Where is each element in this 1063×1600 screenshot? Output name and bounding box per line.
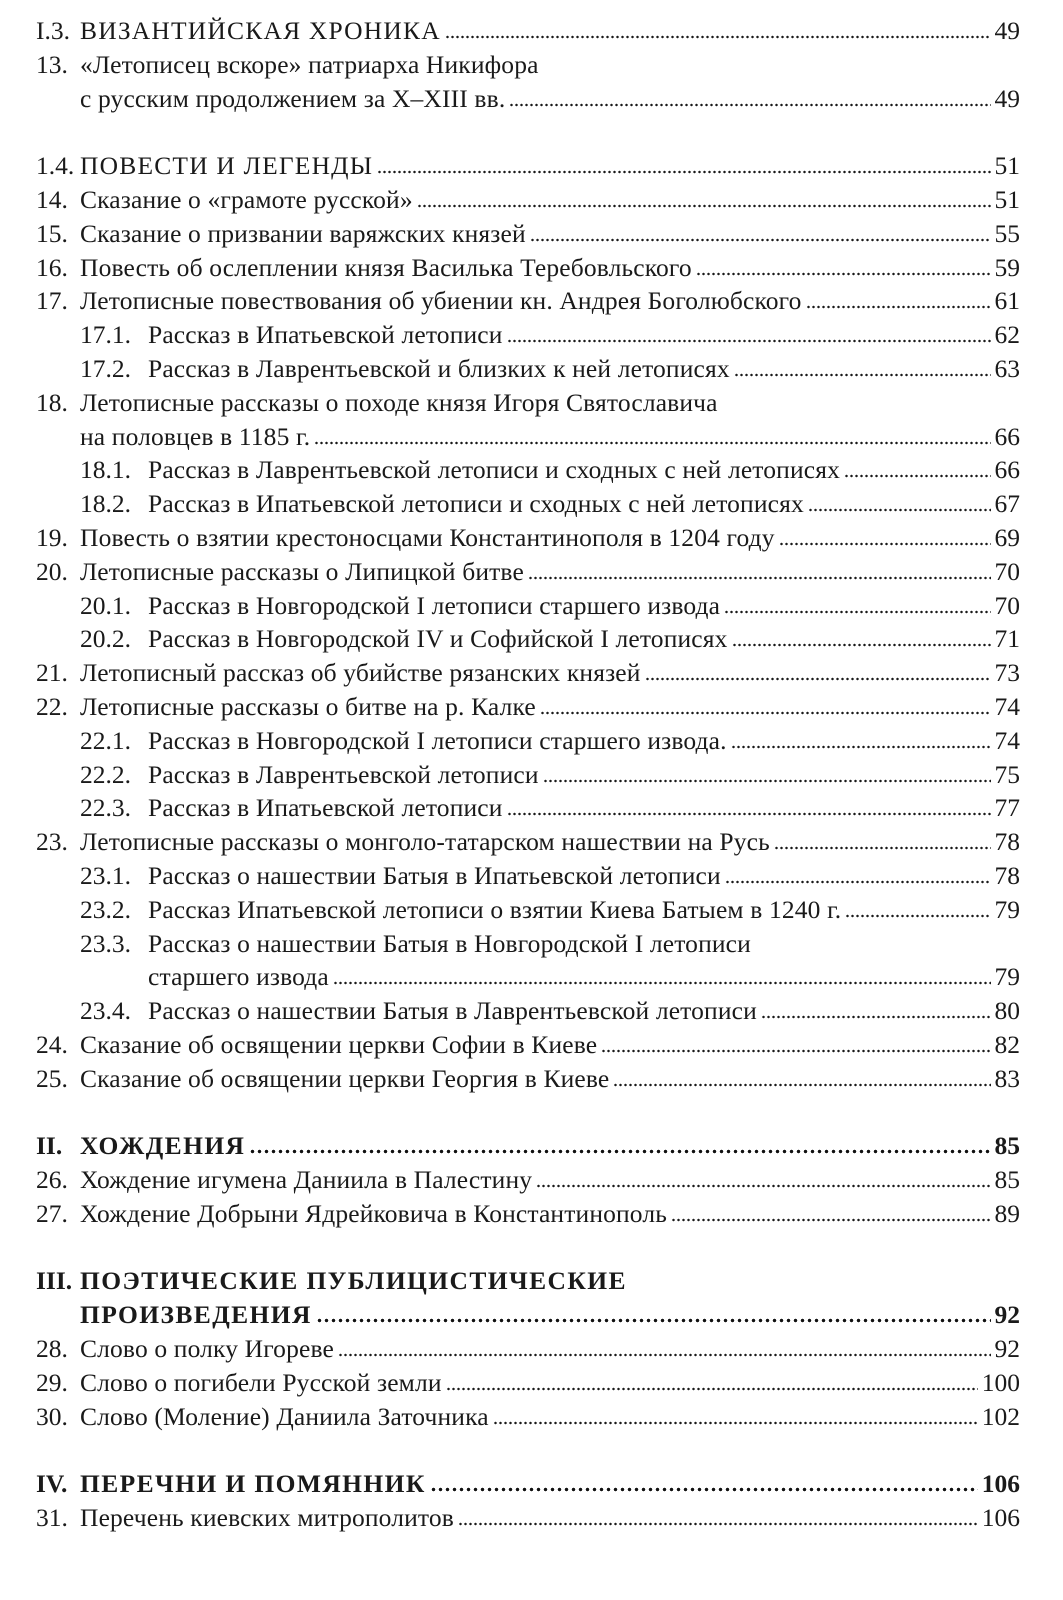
entry-title: Хождение Добрыни Ядрейковича в Константинополь: [80, 1198, 668, 1228]
dot-leader: [725, 880, 991, 884]
entry-title: Летописные повествования об убиении кн. Андрея Боголюбского: [80, 286, 802, 316]
dot-leader: [316, 1318, 991, 1323]
entry-number: 26.: [36, 1165, 68, 1195]
entry-title: Сказание об освящении церкви Георгия в Киеве: [80, 1063, 610, 1093]
toc-entry: [36, 386, 1020, 420]
toc-entry: [36, 487, 1020, 521]
entry-number: 24.: [36, 1029, 68, 1059]
entry-title: Летописный рассказ об убийстве рязанских князей: [80, 658, 641, 688]
entry-number: 23.1.: [80, 860, 131, 890]
dot-leader: [671, 1218, 990, 1222]
dot-leader: [696, 272, 991, 276]
dot-leader: [806, 305, 991, 309]
entry-number: 15.: [36, 218, 68, 248]
entry-title: Хождение игумена Даниила в Палестину: [80, 1165, 533, 1195]
page-number: 106: [981, 1469, 1020, 1499]
entry-number: 17.1.: [80, 320, 131, 350]
dot-leader: [417, 204, 991, 208]
entry-number: 20.1.: [80, 590, 131, 620]
toc-entry: [36, 859, 1020, 893]
entry-number: 13.: [36, 49, 68, 79]
page-number: 51: [994, 151, 1020, 181]
page-number: 69: [994, 522, 1020, 552]
page-number: 100: [981, 1367, 1020, 1397]
page-number: 85: [994, 1165, 1020, 1195]
entry-title: Рассказ в Ипатьевской летописи и сходных с ней летописях: [148, 489, 804, 519]
toc-entry: [36, 927, 1020, 961]
entry-title: Рассказ о нашествии Батыя в Лаврентьевской летописи: [148, 996, 757, 1026]
toc-entry: [36, 1197, 1020, 1231]
entry-number: 18.1.: [80, 455, 131, 485]
entry-number: 19.: [36, 522, 68, 552]
toc-entry: [36, 1400, 1020, 1434]
entry-title: Слово о погибели Русской земли: [80, 1367, 442, 1397]
dot-leader: [734, 373, 991, 377]
dot-leader: [536, 1184, 990, 1188]
section-title: ПОЭТИЧЕСКИЕ ПУБЛИЦИСТИЧЕСКИЕ: [80, 1266, 627, 1296]
page-number: 79: [994, 962, 1020, 992]
toc-entry: [36, 318, 1020, 352]
section-gap: [36, 1231, 1020, 1265]
page-number: 61: [994, 286, 1020, 316]
section-gap: [36, 1433, 1020, 1467]
entry-number: 16.: [36, 252, 68, 282]
dot-leader: [540, 711, 991, 715]
page-number: 63: [994, 353, 1020, 383]
toc-entry: [36, 825, 1020, 859]
entry-number: 25.: [36, 1063, 68, 1093]
toc-entry: [36, 521, 1020, 555]
page-number: 49: [994, 16, 1020, 45]
section-title: ХОЖДЕНИЯ: [80, 1131, 246, 1161]
entry-title: Рассказ о нашествии Батыя в Новгородской I летописи: [148, 928, 751, 958]
toc-entry: [36, 994, 1020, 1028]
toc-entry-continuation: [36, 82, 1020, 116]
section-title: ПОВЕСТИ И ЛЕГЕНДЫ: [80, 151, 374, 181]
entry-title: Сказание об освящении церкви Софии в Киеве: [80, 1029, 598, 1059]
entry-title: Перечень киевских митрополитов: [80, 1503, 454, 1533]
entry-title: Рассказ в Новгородской IV и Софийской I летописях: [148, 624, 728, 654]
dot-leader: [458, 1522, 978, 1526]
toc-entry: [36, 1332, 1020, 1366]
toc-entry: [36, 1028, 1020, 1062]
entry-number: 22.1.: [80, 725, 131, 755]
dot-leader: [724, 610, 990, 614]
entry-number: 23.3.: [80, 928, 131, 958]
toc-entry: [36, 1062, 1020, 1096]
dot-leader: [543, 779, 991, 783]
page-number: 59: [994, 252, 1020, 282]
page-number: 83: [994, 1063, 1020, 1093]
dot-leader: [844, 474, 991, 478]
page-number: 80: [994, 996, 1020, 1026]
entry-number: 14.: [36, 184, 68, 214]
page-number: 62: [994, 320, 1020, 350]
page-number: 74: [994, 691, 1020, 721]
dot-leader: [507, 812, 991, 816]
entry-number: 18.2.: [80, 489, 131, 519]
entry-number: 29.: [36, 1367, 68, 1397]
entry-number: 22.3.: [80, 793, 131, 823]
toc-entry: [36, 1163, 1020, 1197]
toc-entry: [36, 1366, 1020, 1400]
page-number: 102: [981, 1401, 1020, 1431]
entry-title: Летописные рассказы о битве на р. Калке: [80, 691, 536, 721]
entry-number: 20.2.: [80, 624, 131, 654]
section-heading: [36, 1467, 1020, 1501]
toc-entry: [36, 284, 1020, 318]
toc-entry-continuation: [36, 960, 1020, 994]
entry-title: Рассказ в Новгородской I летописи старшего извода.: [148, 725, 727, 755]
entry-number: 27.: [36, 1198, 68, 1228]
dot-leader: [845, 914, 990, 918]
section-heading-continuation: [36, 1298, 1020, 1332]
section-number: II.: [36, 1131, 63, 1161]
entry-title: на половцев в 1185 г.: [80, 421, 311, 451]
entry-title: Рассказ в Лаврентьевской летописи и сходных с ней летописях: [148, 455, 840, 485]
section-title: ПЕРЕЧНИ И ПОМЯННИК: [80, 1469, 426, 1499]
page-number: 66: [994, 421, 1020, 451]
toc-entry: [36, 48, 1020, 82]
section-number: IV.: [36, 1469, 68, 1499]
dot-leader: [430, 1487, 978, 1492]
page-number: 92: [994, 1334, 1020, 1364]
entry-title: Рассказ в Лаврентьевской и близких к ней летописях: [148, 353, 730, 383]
dot-leader: [314, 441, 990, 445]
page-number: 73: [994, 658, 1020, 688]
dot-leader: [731, 745, 991, 749]
dot-leader: [601, 1049, 990, 1053]
section-title-continued: ПРОИЗВЕДЕНИЯ: [80, 1300, 312, 1330]
page-number: 89: [994, 1198, 1020, 1228]
entry-title: с русским продолжением за X–XIII вв.: [80, 83, 506, 113]
entry-title: Рассказ в Ипатьевской летописи: [148, 793, 503, 823]
dot-leader: [808, 508, 991, 512]
section-gap: [36, 115, 1020, 149]
page-number: 75: [994, 759, 1020, 789]
page-number: 82: [994, 1029, 1020, 1059]
toc-entry: [36, 724, 1020, 758]
section-number: III.: [36, 1266, 73, 1296]
dot-leader: [645, 677, 991, 681]
toc-entry: [36, 690, 1020, 724]
entry-title: «Летописец вскоре» патриарха Никифора: [80, 49, 539, 79]
entry-number: 22.: [36, 691, 68, 721]
entry-title: Слово (Моление) Даниила Заточника: [80, 1401, 489, 1431]
entry-title: Рассказ в Новгородской I летописи старшего извода: [148, 590, 721, 620]
page-number: 77: [994, 793, 1020, 823]
entry-number: 23.4.: [80, 996, 131, 1026]
entry-title: Рассказ в Лаврентьевской летописи: [148, 759, 539, 789]
section-heading: [36, 1129, 1020, 1163]
entry-title: Рассказ о нашествии Батыя в Ипатьевской летописи: [148, 860, 721, 890]
page-number: 79: [994, 894, 1020, 924]
dot-leader: [761, 1015, 991, 1019]
dot-leader: [445, 35, 991, 39]
section-heading: [36, 1264, 1020, 1298]
page-number: 92: [994, 1300, 1020, 1330]
page-number: 55: [994, 218, 1020, 248]
entry-number: 17.2.: [80, 353, 131, 383]
toc-entry-continuation: [36, 420, 1020, 454]
page-number: 71: [994, 624, 1020, 654]
page-number: 49: [994, 83, 1020, 113]
entry-number: 30.: [36, 1401, 68, 1431]
entry-title: Летописные рассказы о походе князя Игоря Святославича: [80, 387, 718, 417]
entry-title: Слово о полку Игореве: [80, 1334, 334, 1364]
entry-number: 21.: [36, 658, 68, 688]
section-gap: [36, 1096, 1020, 1130]
entry-title: Рассказ Ипатьевской летописи о взятии Киева Батыем в 1240 г.: [148, 894, 842, 924]
toc-entry: [36, 622, 1020, 656]
toc-entry: [36, 893, 1020, 927]
section-heading: [36, 149, 1020, 183]
entry-number: 22.2.: [80, 759, 131, 789]
dot-leader: [507, 339, 991, 343]
page-number: 106: [981, 1503, 1020, 1533]
dot-leader: [333, 981, 991, 985]
dot-leader: [493, 1421, 978, 1425]
page-number: 85: [994, 1131, 1020, 1161]
entry-title: Повесть об ослеплении князя Василька Теребовльского: [80, 252, 692, 282]
dot-leader: [509, 103, 990, 107]
entry-title: Рассказ в Ипатьевской летописи: [148, 320, 503, 350]
entry-title: Сказание о «грамоте русской»: [80, 184, 413, 214]
dot-leader: [446, 1387, 978, 1391]
dot-leader: [732, 643, 991, 647]
toc-entry: [36, 352, 1020, 386]
toc-entry: [36, 1501, 1020, 1535]
page-number: 70: [994, 556, 1020, 586]
toc-entry: [36, 555, 1020, 589]
entry-number: 17.: [36, 286, 68, 316]
entry-number: 23.: [36, 827, 68, 857]
entry-number: 23.2.: [80, 894, 131, 924]
toc-entry: [36, 589, 1020, 623]
toc-entry: [36, 453, 1020, 487]
page-number: 67: [994, 489, 1020, 519]
dot-leader: [338, 1353, 991, 1357]
entry-title: Летописные рассказы о Липицкой битве: [80, 556, 524, 586]
entry-number: 28.: [36, 1334, 68, 1364]
dot-leader: [779, 542, 991, 546]
section-title: ВИЗАНТИЙСКАЯ ХРОНИКА: [80, 16, 441, 45]
page-number: 78: [994, 827, 1020, 857]
entry-title: старшего извода: [148, 962, 329, 992]
toc-entry: [36, 758, 1020, 792]
toc-entry: [36, 656, 1020, 690]
dot-leader: [613, 1083, 990, 1087]
dot-leader: [530, 238, 991, 242]
entry-title: Повесть о взятии крестоносцами Константинополя в 1204 году: [80, 522, 775, 552]
table-of-contents: [36, 14, 1020, 1535]
section-heading: [36, 14, 1020, 48]
page-number: 51: [994, 184, 1020, 214]
entry-number: 20.: [36, 556, 68, 586]
dot-leader: [377, 170, 990, 174]
page-number: 66: [994, 455, 1020, 485]
page-number: 74: [994, 725, 1020, 755]
section-number: 1.4.: [36, 151, 75, 181]
entry-title: Летописные рассказы о монголо-татарском нашествии на Русь: [80, 827, 770, 857]
dot-leader: [249, 1149, 990, 1154]
dot-leader: [528, 576, 991, 580]
page-number: 78: [994, 860, 1020, 890]
dot-leader: [774, 846, 991, 850]
toc-entry: [36, 251, 1020, 285]
section-number: I.3.: [36, 16, 70, 45]
toc-entry: [36, 791, 1020, 825]
entry-number: 31.: [36, 1503, 68, 1533]
toc-entry: [36, 183, 1020, 217]
page-number: 70: [994, 590, 1020, 620]
entry-title: Сказание о призвании варяжских князей: [80, 218, 526, 248]
toc-entry: [36, 217, 1020, 251]
entry-number: 18.: [36, 387, 68, 417]
